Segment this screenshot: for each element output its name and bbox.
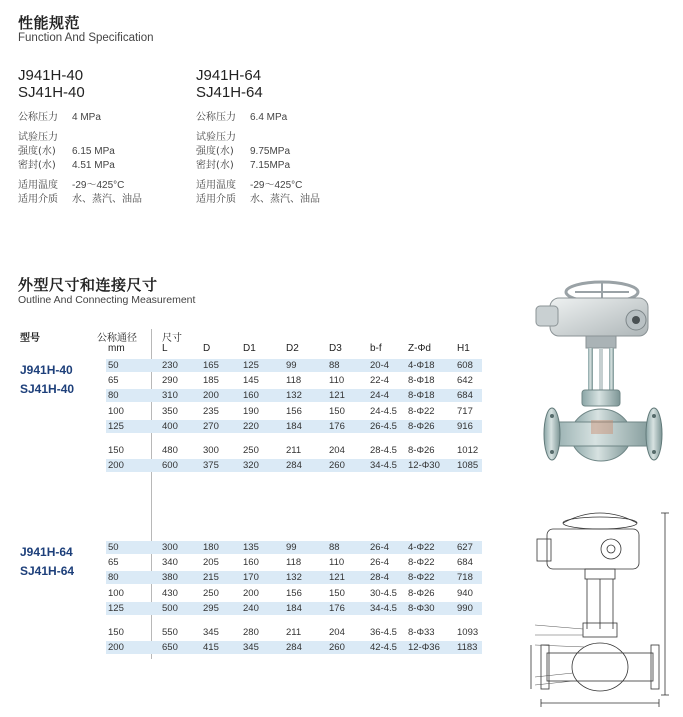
column-header: D — [203, 343, 211, 354]
strength-value: 6.15 MPa — [72, 146, 115, 157]
table-cell: 26-4 — [370, 542, 390, 553]
table-cell: 500 — [162, 603, 178, 614]
column-header: D2 — [286, 343, 299, 354]
table-cell: 717 — [457, 406, 473, 417]
table-cell: 260 — [329, 460, 345, 471]
dn-cell: 50 — [108, 542, 119, 553]
table-cell: 34-4.5 — [370, 460, 397, 471]
table-cell: 627 — [457, 542, 473, 553]
section2-title-cn: 外型尺寸和连接尺寸 — [18, 276, 158, 294]
table-cell: 1093 — [457, 627, 479, 638]
table-cell: 204 — [329, 627, 345, 638]
table-cell: 110 — [329, 375, 345, 386]
table-cell: 990 — [457, 603, 473, 614]
column-header: b-f — [370, 343, 382, 354]
table-cell: 280 — [243, 627, 259, 638]
table-row — [106, 556, 482, 569]
dn-cell: 80 — [108, 390, 119, 401]
spec-model: SJ41H-40 — [18, 84, 85, 101]
dn-cell: 200 — [108, 460, 124, 471]
table-cell: 24-4 — [370, 390, 390, 401]
table-cell: 132 — [286, 572, 302, 583]
table-cell: 24-4.5 — [370, 406, 397, 417]
table-cell: 215 — [203, 572, 219, 583]
table-row — [106, 420, 482, 433]
table-cell: 550 — [162, 627, 178, 638]
table-cell: 22-4 — [370, 375, 390, 386]
test-pressure-label: 试验压力 — [18, 132, 58, 143]
table-cell: 34-4.5 — [370, 603, 397, 614]
table-cell: 250 — [243, 445, 259, 456]
table-cell: 4-Φ22 — [408, 542, 435, 553]
table-row — [106, 389, 482, 402]
seal-value: 7.15MPa — [250, 160, 291, 171]
table-cell: 480 — [162, 445, 178, 456]
table-row — [106, 587, 482, 600]
table-cell: 300 — [162, 542, 178, 553]
table-model: SJ41H-40 — [20, 382, 75, 396]
pressure-line — [196, 111, 320, 125]
table-row — [106, 641, 482, 654]
strength-label: 强度(水) — [18, 146, 56, 157]
table-row — [106, 626, 482, 639]
table-cell: 204 — [329, 445, 345, 456]
table-cell: 1183 — [457, 642, 478, 653]
table-cell: 718 — [457, 572, 473, 583]
table-cell: 916 — [457, 421, 473, 432]
table-cell: 28-4.5 — [370, 445, 397, 456]
table-cell: 110 — [329, 557, 345, 568]
temp-value: -29～425°C — [72, 180, 125, 191]
table-cell: 180 — [203, 542, 219, 553]
table-cell: 684 — [457, 557, 473, 568]
table-cell: 26-4.5 — [370, 421, 397, 432]
table-cell: 260 — [329, 642, 345, 653]
section1-title-en: Function And Specification — [18, 32, 154, 44]
table-cell: 8-Φ18 — [408, 390, 435, 401]
table-cell: 88 — [329, 360, 340, 371]
table-cell: 600 — [162, 460, 178, 471]
table-cell: 185 — [203, 375, 219, 386]
media-label: 适用介质 — [18, 194, 58, 205]
test-pressure-label: 试验压力 — [196, 132, 236, 143]
media-line — [18, 193, 142, 207]
section2-title-en: Outline And Connecting Measurement — [18, 294, 196, 306]
dn-cell: 150 — [108, 445, 124, 456]
temp-line — [18, 179, 142, 193]
table-cell: 235 — [203, 406, 219, 417]
table-cell: 184 — [286, 603, 302, 614]
table-cell: 165 — [203, 360, 219, 371]
temp-line — [196, 179, 320, 193]
table-model: SJ41H-64 — [20, 564, 75, 578]
table-cell: 176 — [329, 603, 345, 614]
strength-value: 9.75MPa — [250, 146, 291, 157]
table-cell: 608 — [457, 360, 473, 371]
table-row — [106, 405, 482, 418]
table-cell: 230 — [162, 360, 178, 371]
dn-cell: 65 — [108, 557, 119, 568]
table-cell: 290 — [162, 375, 178, 386]
table-cell: 284 — [286, 460, 302, 471]
table-cell: 118 — [286, 557, 302, 568]
table-cell: 220 — [243, 421, 259, 432]
table-cell: 205 — [203, 557, 219, 568]
table-cell: 88 — [329, 542, 340, 553]
dn-cell: 100 — [108, 588, 124, 599]
spec-block-64 — [196, 67, 320, 207]
dn-cell: 80 — [108, 572, 119, 583]
table-cell: 320 — [243, 460, 259, 471]
dn-cell: 50 — [108, 360, 119, 371]
spec-model: SJ41H-64 — [196, 84, 263, 101]
table-cell: 28-4 — [370, 572, 390, 583]
table-cell: 684 — [457, 390, 473, 401]
table-cell: 36-4.5 — [370, 627, 397, 638]
table-cell: 150 — [329, 588, 345, 599]
seal-label: 密封(水) — [196, 160, 234, 171]
pressure-value: 4 MPa — [72, 112, 101, 123]
table-cell: 99 — [286, 542, 297, 553]
table-row — [106, 444, 482, 457]
table-cell: 1012 — [457, 445, 479, 456]
column-header: H1 — [457, 343, 470, 354]
spec-model: J941H-64 — [196, 67, 262, 84]
table-cell: 160 — [243, 390, 259, 401]
table-cell: 270 — [203, 421, 219, 432]
dn-cell: 125 — [108, 603, 124, 614]
media-label: 适用介质 — [196, 194, 236, 205]
table-cell: 211 — [286, 627, 302, 638]
table-cell: 295 — [203, 603, 219, 614]
table-row — [106, 541, 482, 554]
table-cell: 400 — [162, 421, 178, 432]
table-cell: 156 — [286, 406, 302, 417]
table-cell: 415 — [203, 642, 219, 653]
table-cell: 375 — [203, 460, 219, 471]
table-cell: 8-Φ22 — [408, 406, 435, 417]
table-cell: 310 — [162, 390, 178, 401]
dn-column-header: 公称通径 — [97, 333, 137, 344]
table-row — [106, 359, 482, 372]
table-cell: 200 — [203, 390, 219, 401]
table-cell: 99 — [286, 360, 297, 371]
table-cell: 156 — [286, 588, 302, 599]
table-cell: 345 — [243, 642, 259, 653]
table-cell: 4-Φ18 — [408, 360, 435, 371]
table-cell: 170 — [243, 572, 259, 583]
table-row — [106, 374, 482, 387]
table-cell: 340 — [162, 557, 178, 568]
table-cell: 345 — [203, 627, 219, 638]
table-cell: 200 — [243, 588, 259, 599]
table-cell: 1085 — [457, 460, 479, 471]
dn-unit: mm — [108, 343, 125, 354]
seal-line — [196, 159, 320, 173]
spec-model: J941H-40 — [18, 67, 84, 84]
table-cell: 650 — [162, 642, 178, 653]
table-row — [106, 602, 482, 615]
dn-cell: 100 — [108, 406, 124, 417]
table-model-group — [20, 543, 74, 581]
table-model: J941H-64 — [20, 545, 73, 559]
table-cell: 940 — [457, 588, 473, 599]
table-cell: 8-Φ26 — [408, 421, 435, 432]
temp-value: -29～425°C — [250, 180, 303, 191]
table-cell: 350 — [162, 406, 178, 417]
table-cell: 12-Φ36 — [408, 642, 440, 653]
table-model: J941H-40 — [20, 363, 73, 377]
column-header: Z-Φd — [408, 343, 431, 354]
table-cell: 300 — [203, 445, 219, 456]
table-cell: 132 — [286, 390, 302, 401]
table-cell: 8-Φ22 — [408, 572, 435, 583]
table-cell: 12-Φ30 — [408, 460, 440, 471]
size-column-header: 尺寸 — [162, 333, 182, 344]
table-row — [106, 459, 482, 472]
pressure-value: 6.4 MPa — [250, 112, 288, 123]
table-cell: 211 — [286, 445, 302, 456]
table-cell: 380 — [162, 572, 178, 583]
strength-label: 强度(水) — [196, 146, 234, 157]
table-cell: 20-4 — [370, 360, 390, 371]
table-cell: 121 — [329, 390, 345, 401]
table-cell: 190 — [243, 406, 259, 417]
table-cell: 176 — [329, 421, 345, 432]
pressure-label: 公称压力 — [18, 112, 58, 123]
table-cell: 430 — [162, 588, 178, 599]
table-cell: 145 — [243, 375, 259, 386]
seal-line — [18, 159, 142, 173]
model-column-header: 型号 — [20, 333, 40, 344]
column-header: L — [162, 343, 168, 354]
table-cell: 8-Φ18 — [408, 375, 435, 386]
table-cell: 642 — [457, 375, 473, 386]
table-cell: 250 — [203, 588, 219, 599]
pressure-line — [18, 111, 142, 125]
table-cell: 240 — [243, 603, 259, 614]
table-cell: 184 — [286, 421, 302, 432]
valve-photo — [530, 270, 680, 485]
table-row — [106, 571, 482, 584]
dn-cell: 200 — [108, 642, 124, 653]
table-cell: 8-Φ26 — [408, 445, 435, 456]
dn-cell: 125 — [108, 421, 124, 432]
table-cell: 125 — [243, 360, 259, 371]
seal-label: 密封(水) — [18, 160, 56, 171]
table-cell: 160 — [243, 557, 259, 568]
pressure-label: 公称压力 — [196, 112, 236, 123]
media-value: 水、蒸汽、油品 — [250, 194, 320, 205]
media-value: 水、蒸汽、油品 — [72, 194, 142, 205]
temp-label: 适用温度 — [18, 180, 58, 191]
table-cell: 8-Φ26 — [408, 588, 435, 599]
table-cell: 284 — [286, 642, 302, 653]
table-cell: 8-Φ33 — [408, 627, 435, 638]
column-header: D3 — [329, 343, 342, 354]
valve-drawing — [525, 505, 675, 710]
table-cell: 135 — [243, 542, 259, 553]
table-cell: 150 — [329, 406, 345, 417]
table-cell: 30-4.5 — [370, 588, 397, 599]
section1-title-cn: 性能规范 — [18, 14, 81, 32]
spec-block-40 — [18, 67, 142, 207]
dn-cell: 65 — [108, 375, 119, 386]
table-cell: 8-Φ22 — [408, 557, 435, 568]
table-model-group — [20, 361, 74, 399]
table-cell: 121 — [329, 572, 345, 583]
table-cell: 42-4.5 — [370, 642, 397, 653]
media-line — [196, 193, 320, 207]
column-header: D1 — [243, 343, 256, 354]
dn-cell: 150 — [108, 627, 124, 638]
seal-value: 4.51 MPa — [72, 160, 115, 171]
table-cell: 118 — [286, 375, 302, 386]
temp-label: 适用温度 — [196, 180, 236, 191]
strength-line — [18, 145, 142, 159]
table-cell: 8-Φ30 — [408, 603, 435, 614]
table-cell: 26-4 — [370, 557, 390, 568]
strength-line — [196, 145, 320, 159]
